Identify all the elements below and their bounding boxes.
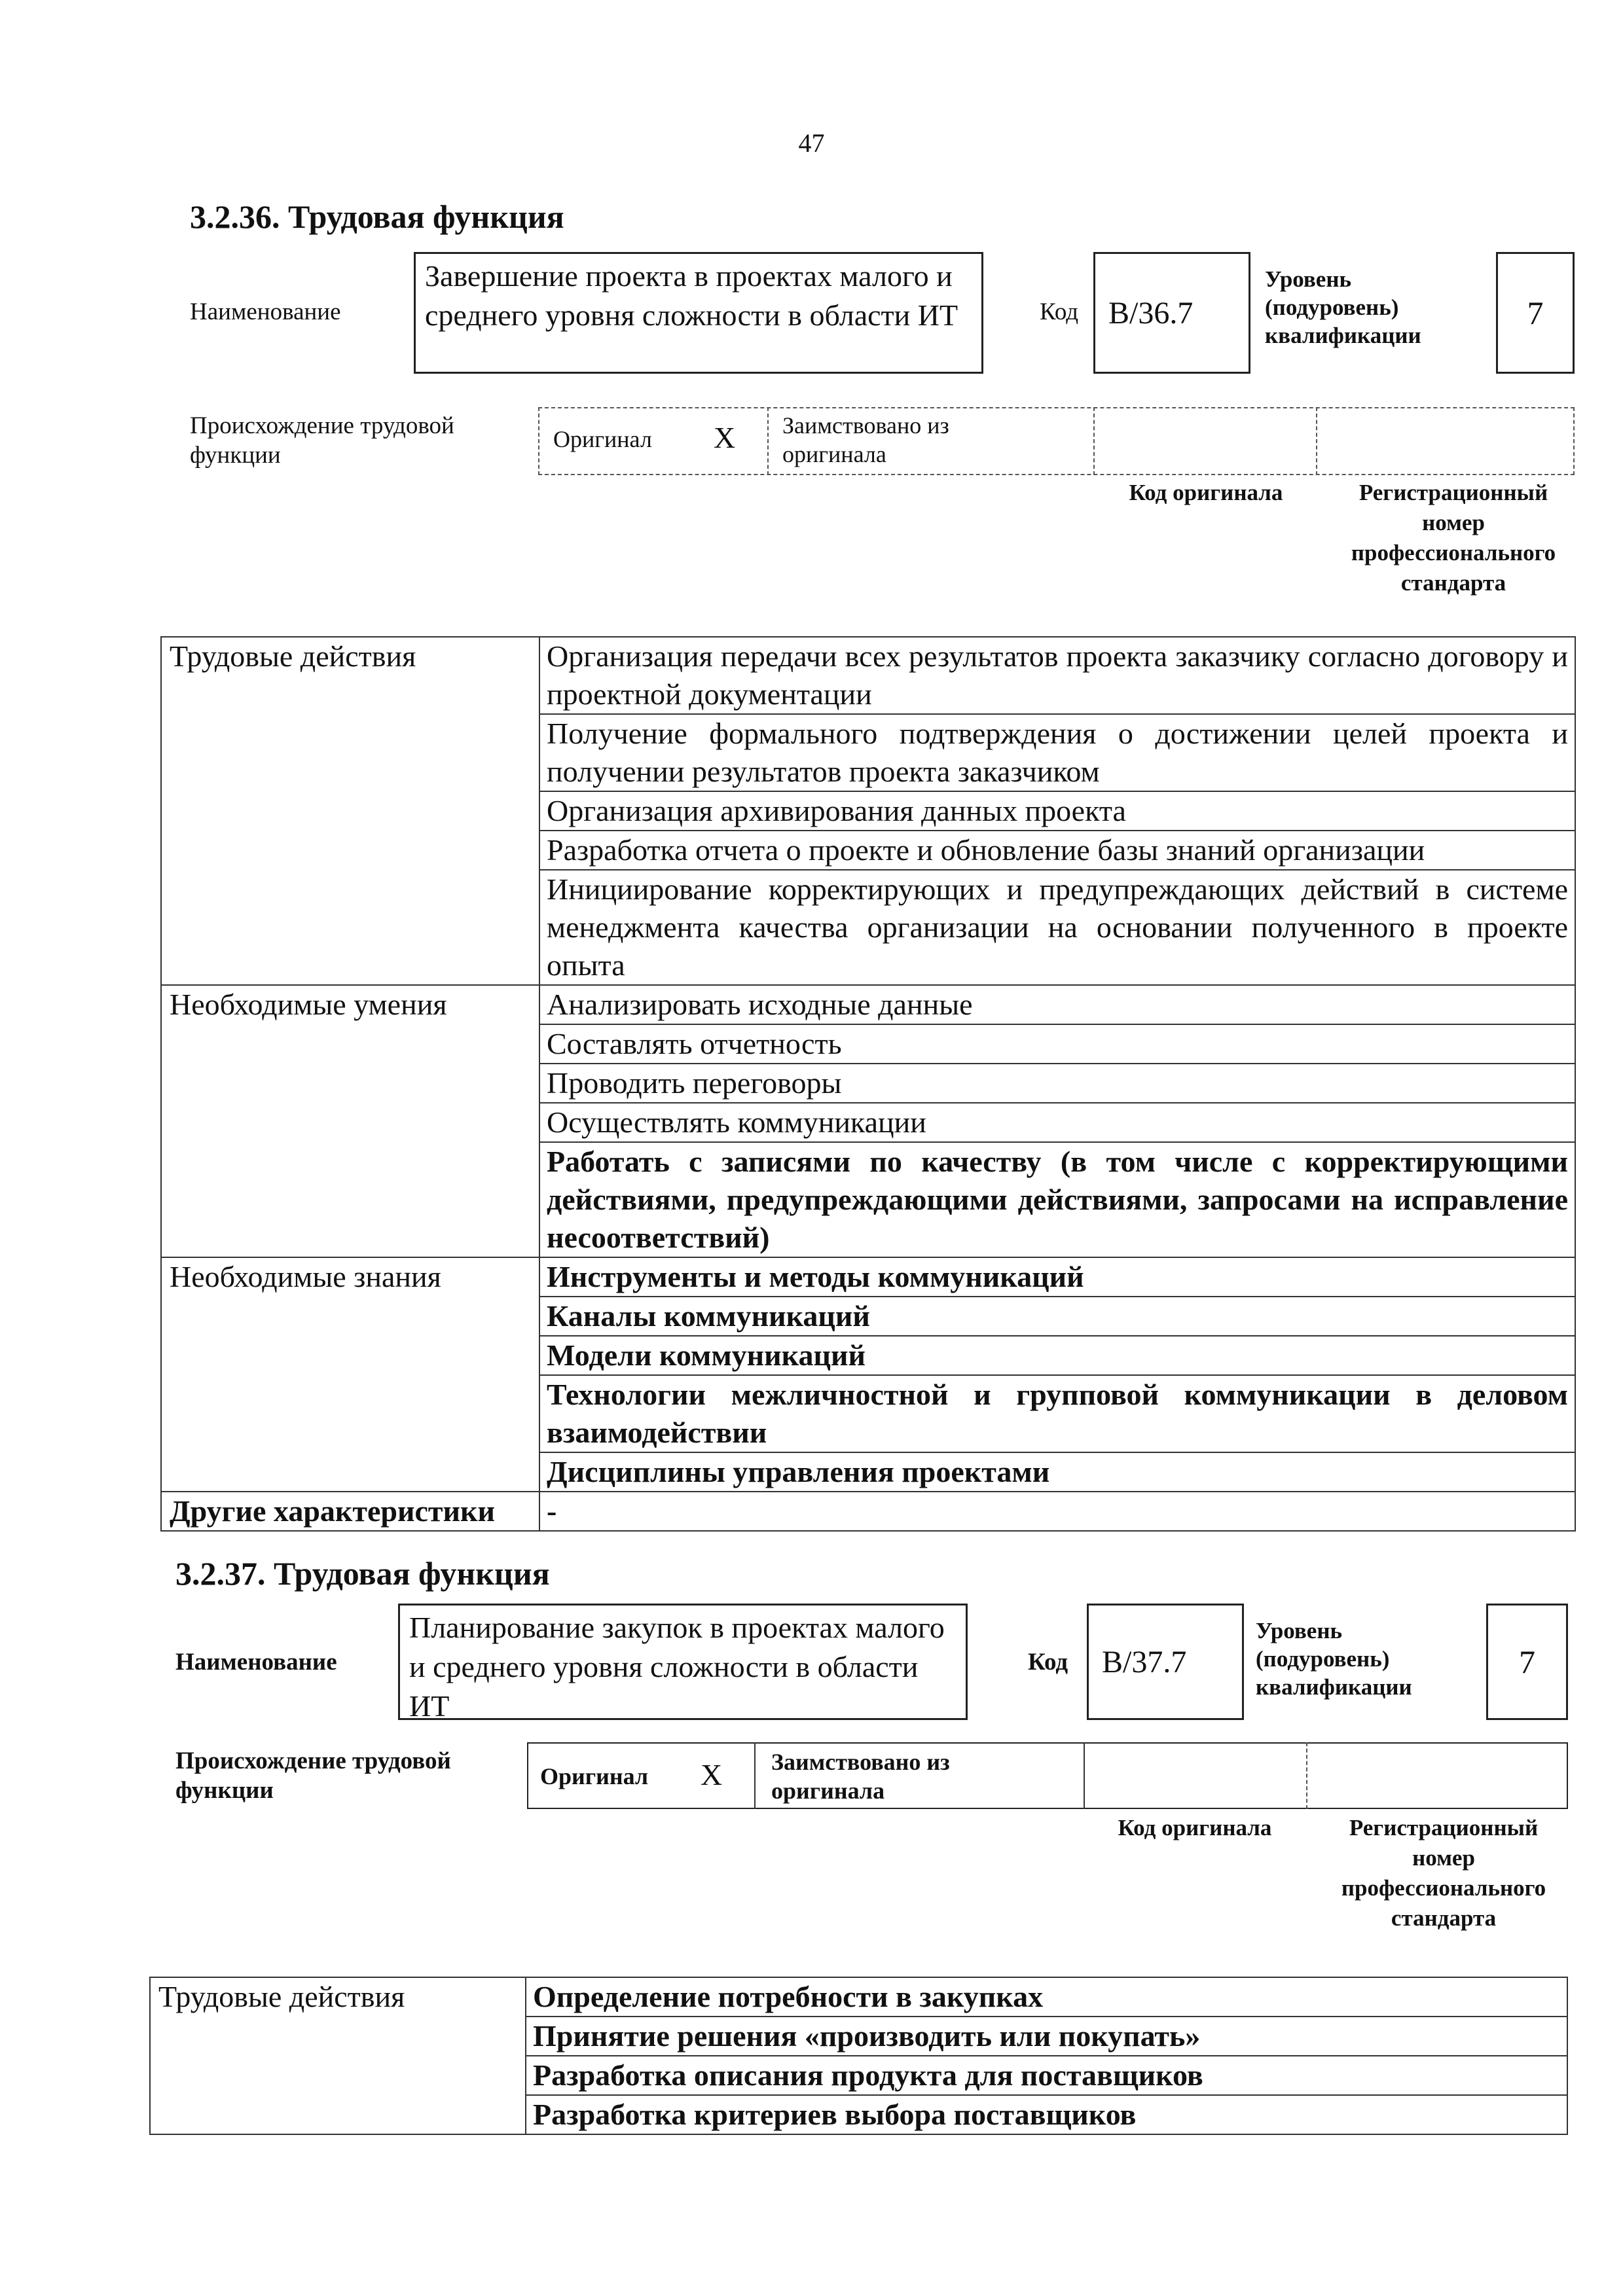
category-label: Необходимые знания	[161, 1257, 539, 1492]
section-title: 3.2.36. Трудовая функция	[190, 198, 564, 235]
table-row: Получение формального подтверждения о достижении целей проекта и получении результатов проекта заказчиком	[539, 714, 1575, 791]
name-label: Наименование	[175, 1649, 337, 1676]
code-value: B/36.7	[1093, 252, 1250, 374]
origin-mark: X	[714, 421, 736, 454]
table-row: Дисциплины управления проектами	[539, 1452, 1575, 1492]
table-row: Инициирование корректирующих и предупреждающих действий в системе менеджмента качества организации на основании полученного в проекте опыта	[539, 870, 1575, 985]
table-row: Каналы коммуникаций	[539, 1297, 1575, 1336]
table-row: Определение потребности в закупках	[526, 1977, 1567, 2017]
table-row: Проводить переговоры	[539, 1064, 1575, 1103]
origin-code-caption: Код оригинала	[1118, 1815, 1272, 1840]
table-row: Осуществлять коммуникации	[539, 1103, 1575, 1142]
origin-code-caption: Код оригинала	[1129, 480, 1283, 505]
origin-borrowed: Заимствовано из оригинала	[782, 412, 949, 467]
table-row: Анализировать исходные данные	[539, 985, 1575, 1024]
code-label: Код	[1028, 1649, 1068, 1676]
origin-borrowed: Заимствовано из оригинала	[771, 1749, 950, 1804]
table-row: -	[539, 1492, 1575, 1531]
table-row: Разработка описания продукта для поставщиков	[526, 2056, 1567, 2095]
origin-original: Оригинал	[553, 426, 652, 452]
origin-divider	[1306, 1742, 1307, 1809]
code-label: Код	[1040, 298, 1079, 325]
table-row: Разработка критериев выбора поставщиков	[526, 2095, 1567, 2134]
table-row: Инструменты и методы коммуникаций	[539, 1257, 1575, 1297]
origin-divider	[1084, 1742, 1085, 1809]
function-name: Завершение проекта в проектах малого и среднего уровня сложности в области ИТ	[414, 252, 983, 374]
level-label: Уровень (подуровень) квалификации	[1265, 266, 1421, 348]
name-label: Наименование	[190, 298, 341, 325]
origin-reg-caption: Регистрационный номер профессионального стандарта	[1351, 480, 1556, 596]
function-table	[160, 636, 1576, 1532]
level-value: 7	[1486, 1604, 1568, 1720]
origin-original: Оригинал	[540, 1763, 649, 1789]
table-row: Разработка отчета о проекте и обновление базы знаний организации	[539, 831, 1575, 870]
table-row: Организация передачи всех результатов проекта заказчику согласно договору и проектной документации	[539, 637, 1575, 714]
table-row: Организация архивирования данных проекта	[539, 791, 1575, 831]
category-label: Необходимые умения	[161, 985, 539, 1257]
category-label: Трудовые действия	[161, 637, 539, 985]
origin-divider	[1095, 407, 1317, 475]
level-label: Уровень (подуровень) квалификации	[1256, 1618, 1412, 1700]
table-row: Работать с записями по качеству (в том числе с корректирующими действиями, предупреждающими действиями, запросами на исправление несоответствий)	[539, 1142, 1575, 1257]
function-table	[149, 1977, 1568, 2135]
origin-reg-caption: Регистрационный номер профессионального стандарта	[1341, 1815, 1546, 1931]
table-row: Технологии межличностной и групповой коммуникации в деловом взаимодействии	[539, 1375, 1575, 1452]
origin-label: Происхождение трудовой функции	[190, 412, 454, 469]
table-row: Составлять отчетность	[539, 1024, 1575, 1064]
section-title: 3.2.37. Трудовая функция	[175, 1555, 550, 1592]
function-name: Планирование закупок в проектах малого и среднего уровня сложности в области ИТ	[398, 1604, 968, 1720]
category-label: Трудовые действия	[150, 1977, 526, 2134]
table-row: Принятие решения «производить или покупать»	[526, 2017, 1567, 2056]
category-label: Другие характеристики	[161, 1492, 539, 1531]
level-value: 7	[1496, 252, 1575, 374]
page-number: 47	[798, 128, 825, 158]
origin-mark: X	[701, 1758, 723, 1791]
origin-label: Происхождение трудовой функции	[175, 1748, 451, 1804]
origin-divider	[754, 1742, 756, 1809]
table-row: Модели коммуникаций	[539, 1336, 1575, 1375]
origin-row	[527, 1742, 1568, 1809]
code-value: B/37.7	[1087, 1604, 1244, 1720]
